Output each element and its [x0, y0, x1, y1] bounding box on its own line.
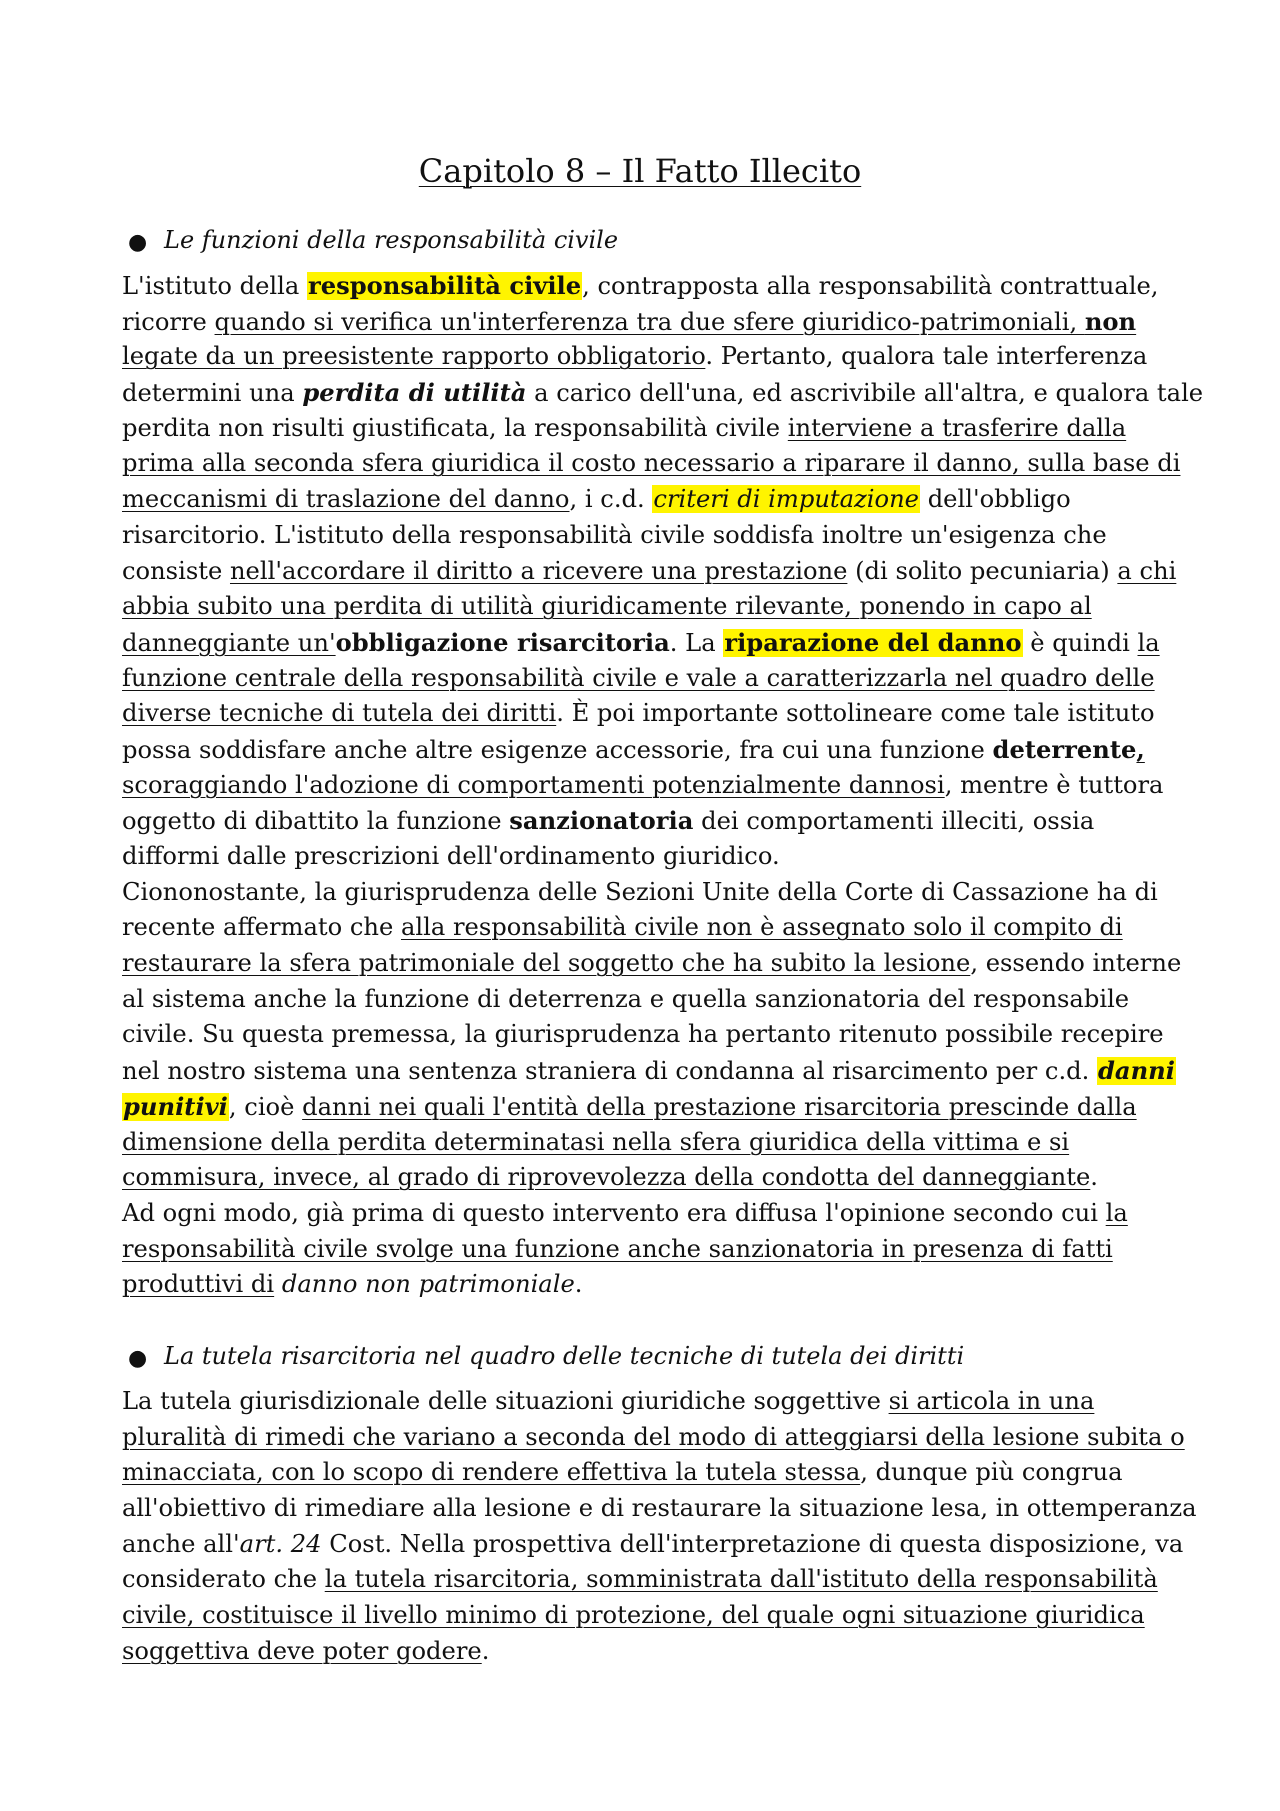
text-run: alla responsabilità civile non è assegnato solo il compito di — [400, 913, 1123, 942]
highlight — [307, 272, 582, 300]
text-line — [122, 1420, 1185, 1456]
text-run: , — [1136, 734, 1145, 764]
text-run: perdita di utilità — [302, 378, 527, 408]
text-run: perdita non risulti giustificata, la responsabilità civile — [122, 413, 788, 442]
text-line — [122, 304, 1172, 340]
text-line — [122, 1562, 1172, 1598]
text-run: . — [1090, 1163, 1098, 1192]
text-line — [122, 1455, 1172, 1491]
text-line — [122, 625, 1172, 661]
text-line — [122, 589, 1172, 625]
text-line — [122, 1160, 1172, 1196]
highlight — [723, 629, 1022, 657]
text-line — [122, 1491, 1197, 1527]
text-run: danno non patrimoniale — [281, 1270, 575, 1299]
text-run: . — [481, 1636, 490, 1665]
text-run — [274, 1270, 282, 1298]
text-line — [122, 1527, 1184, 1563]
text-run: la — [1105, 1198, 1128, 1227]
text-run: ricorre — [122, 307, 215, 336]
text-line — [122, 1384, 1172, 1420]
text-line — [122, 768, 1172, 804]
text-line — [122, 910, 1172, 946]
text-line — [122, 375, 1204, 411]
text-run: risarcitorio. L'istituto della responsabilità civile soddisfa inoltre un'esigenza che — [122, 520, 1107, 549]
text-run: la — [1137, 628, 1160, 657]
text-run: . È poi importante sottolineare come tale istituto — [556, 699, 1155, 728]
text-line — [122, 1089, 1172, 1125]
text-run: restaurare la sfera patrimoniale del soggetto che ha subito la lesione — [122, 949, 971, 978]
text-run: scoraggiando l'adozione di comportamenti potenzialmente dannosi — [122, 770, 945, 799]
text-line — [122, 1598, 1172, 1634]
text-run: è quindi — [1022, 628, 1138, 657]
text-run: Cost. Nella prospettiva dell'interpretazione di questa disposizione, va — [321, 1529, 1184, 1558]
text-run: meccanismi di traslazione del danno — [122, 485, 570, 514]
text-run: dimensione della perdita determinatasi nella sfera giuridica della vittima e si — [122, 1127, 1070, 1156]
text-line — [122, 839, 1172, 875]
text-line — [122, 1125, 1172, 1161]
text-run: funzione centrale della responsabilità civile e vale a caratterizzarla nel quadro delle — [122, 663, 1155, 692]
text-run: art. 24 — [239, 1529, 322, 1558]
text-run: dei comportamenti illeciti, ossia — [693, 807, 1095, 836]
text-run: legate da un preesistente rapporto obbligatorio — [122, 342, 706, 371]
text-line — [122, 554, 1177, 590]
highlight — [122, 1093, 229, 1121]
section-heading-1-text: Le funzioni della responsabilità civile — [164, 226, 619, 254]
text-run: abbia subito una perdita di utilità giuridicamente rilevante, ponendo in capo al — [122, 592, 1092, 621]
text-run: interviene a trasferire dalla — [787, 413, 1127, 442]
text-run: riparazione del danno — [724, 627, 1022, 657]
text-run: , essendo interne — [970, 949, 1182, 978]
text-run: danneggiante un' — [122, 628, 336, 657]
section-2-body — [122, 1384, 1197, 1670]
text-run: minacciata, con lo scopo di rendere effettiva la tutela stessa — [122, 1458, 861, 1487]
section-heading-1 — [128, 226, 619, 255]
text-run: oggetto di dibattito la funzione — [122, 807, 510, 836]
text-run: possa soddisfare anche altre esigenze accessorie, fra cui una funzione — [122, 735, 993, 764]
text-run: al sistema anche la funzione di deterrenza e quella sanzionatoria del responsabile — [122, 984, 1130, 1013]
chapter-title: Capitolo 8 – Il Fatto Illecito — [418, 152, 862, 190]
text-run: Ciononostante, la giurisprudenza delle Sezioni Unite della Corte di Cassazione ha di — [122, 877, 1158, 906]
text-run: , mentre è tuttora — [944, 770, 1164, 799]
text-line — [122, 982, 1172, 1018]
text-line — [122, 1634, 1172, 1670]
text-line — [122, 803, 1172, 839]
bullet-icon: ● — [128, 230, 148, 255]
text-line — [122, 696, 1172, 732]
text-run: danni nei quali l'entità della prestazione risarcitoria prescinde dalla — [302, 1092, 1137, 1121]
text-line — [122, 946, 1182, 982]
text-run: punitivi — [123, 1091, 228, 1121]
text-run: responsabilità civile svolge una funzione anche sanzionatoria in presenza di fatti — [122, 1234, 1113, 1263]
section-1-body — [122, 268, 1204, 1303]
text-line — [122, 1267, 1172, 1303]
highlight — [1097, 1057, 1176, 1085]
text-run: , dunque più congrua — [860, 1458, 1123, 1487]
text-run: , i c.d. — [569, 485, 653, 514]
text-run: recente affermato che — [122, 913, 401, 942]
text-run: nell'accordare il diritto a ricevere una prestazione — [229, 556, 848, 585]
text-run: a chi — [1117, 556, 1177, 585]
text-line — [122, 446, 1181, 482]
bullet-icon: ● — [128, 1346, 148, 1371]
text-run: criteri di imputazione — [653, 485, 919, 514]
text-line — [122, 732, 1172, 768]
text-run: non — [1084, 306, 1137, 336]
text-line — [122, 411, 1172, 447]
text-run: considerato che — [122, 1565, 325, 1594]
text-line — [122, 875, 1172, 911]
text-run: Ad ogni modo, già prima di questo intervento era diffusa l'opinione secondo cui — [122, 1198, 1106, 1227]
text-run: deterrente — [992, 734, 1137, 764]
text-run: . — [574, 1270, 583, 1299]
text-run: si articola in una — [888, 1387, 1095, 1415]
text-run: la tutela risarcitoria, somministrata dall'istituto della responsabilità — [324, 1565, 1158, 1594]
section-heading-2 — [128, 1342, 965, 1371]
text-line — [122, 661, 1172, 697]
section-heading-2-text: La tutela risarcitoria nel quadro delle tecniche di tutela dei diritti — [164, 1342, 965, 1370]
text-line — [122, 1053, 1175, 1089]
text-run: civile, costituisce il livello minimo di protezione, del quale ogni situazione giuridica — [122, 1601, 1145, 1630]
text-run: . Pertanto, qualora tale interferenza — [705, 342, 1148, 371]
highlight — [652, 485, 920, 513]
text-run: obbligazione risarcitoria — [335, 627, 670, 657]
text-run: danni — [1098, 1056, 1175, 1086]
text-run: . La — [669, 628, 724, 657]
text-run: pluralità di rimedi che variano a seconda del modo di atteggiarsi della lesione subita o — [122, 1422, 1185, 1451]
text-run: difformi dalle prescrizioni dell'ordinamento giuridico. — [122, 842, 780, 870]
text-run: anche all' — [122, 1529, 240, 1558]
text-run: produttivi di — [122, 1270, 275, 1299]
text-run: (di solito pecuniaria) — [847, 556, 1118, 585]
text-run: , contrapposta alla responsabilità contrattuale, — [582, 272, 1159, 300]
text-run: dell'obbligo — [920, 485, 1071, 514]
text-line — [122, 268, 1172, 304]
text-line — [122, 1196, 1172, 1232]
text-run: quando si verifica un'interferenza tra due sfere giuridico-patrimoniali, — [214, 307, 1085, 336]
text-run: soggettiva deve poter godere — [122, 1636, 482, 1665]
text-run: L'istituto della — [122, 272, 307, 300]
text-line — [122, 1017, 1172, 1053]
text-run: diverse tecniche di tutela dei diritti — [122, 699, 557, 728]
text-line — [122, 518, 1172, 554]
text-run: consiste — [122, 556, 230, 585]
text-run: , cioè — [228, 1092, 303, 1121]
text-line — [122, 482, 1172, 518]
text-run: nel nostro sistema una sentenza straniera di condanna al risarcimento per c.d. — [122, 1057, 1098, 1086]
text-run: sanzionatoria — [509, 806, 694, 836]
text-run: a carico dell'una, ed ascrivibile all'altra, e qualora tale — [526, 379, 1204, 408]
text-run: responsabilità civile — [307, 271, 582, 300]
text-line — [122, 1232, 1172, 1268]
text-run: determini una — [122, 379, 303, 408]
text-run: prima alla seconda sfera giuridica il costo necessario a riparare il danno, sulla base di — [122, 449, 1181, 478]
text-run: civile. Su questa premessa, la giurisprudenza ha pertanto ritenuto possibile recepire — [122, 1020, 1164, 1049]
text-run: La tutela giurisdizionale delle situazioni giuridiche soggettive — [122, 1387, 889, 1415]
text-run: commisura, invece, al grado di riprovevolezza della condotta del danneggiante — [122, 1163, 1091, 1192]
text-line — [122, 339, 1172, 375]
text-run: all'obiettivo di rimediare alla lesione e di restaurare la situazione lesa, in ottemperanza — [122, 1494, 1197, 1523]
